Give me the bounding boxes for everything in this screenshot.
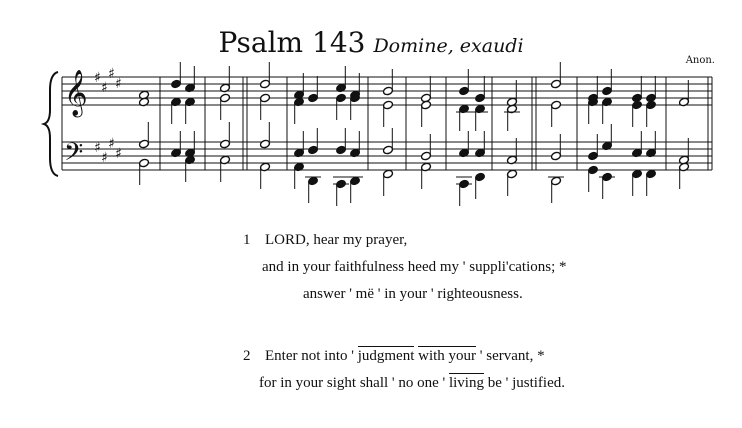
- svg-text:♯: ♯: [101, 150, 108, 166]
- svg-text:♯: ♯: [94, 70, 101, 86]
- composer-credit: Anon.: [685, 55, 715, 66]
- svg-text:♯: ♯: [115, 76, 122, 92]
- bass-clef-icon: 𝄢: [64, 138, 84, 173]
- verse-2-line-1: 2 Enter not into ' judgment with your ' servant, *: [243, 348, 545, 364]
- system-brace: [44, 72, 58, 176]
- svg-text:♯: ♯: [108, 136, 115, 152]
- title-text: Psalm 143: [218, 26, 366, 59]
- svg-text:♯: ♯: [115, 146, 122, 162]
- verse-1-line-3: answer ' më ' in your ' righteousness.: [303, 286, 523, 302]
- verse-1-line-1: 1 LORD, hear my prayer,: [243, 232, 408, 248]
- title-latin-incipit: Domine, exaudi: [373, 35, 524, 57]
- treble-clef-icon: 𝄞: [64, 70, 88, 116]
- verse-number: 2: [243, 348, 251, 364]
- svg-text:♯: ♯: [94, 140, 101, 156]
- bass-key-signature-icon: [94, 136, 122, 166]
- verse-number: 1: [243, 232, 251, 248]
- verse-2-line-2: for in your sight shall ' no one ' living be ' justified.: [259, 375, 566, 391]
- music-score: [0, 0, 742, 210]
- verse-1-line-2: and in your faithfulness heed my ' suppli'cations; *: [262, 259, 567, 275]
- svg-text:♯: ♯: [108, 66, 115, 82]
- svg-text:♯: ♯: [101, 80, 108, 96]
